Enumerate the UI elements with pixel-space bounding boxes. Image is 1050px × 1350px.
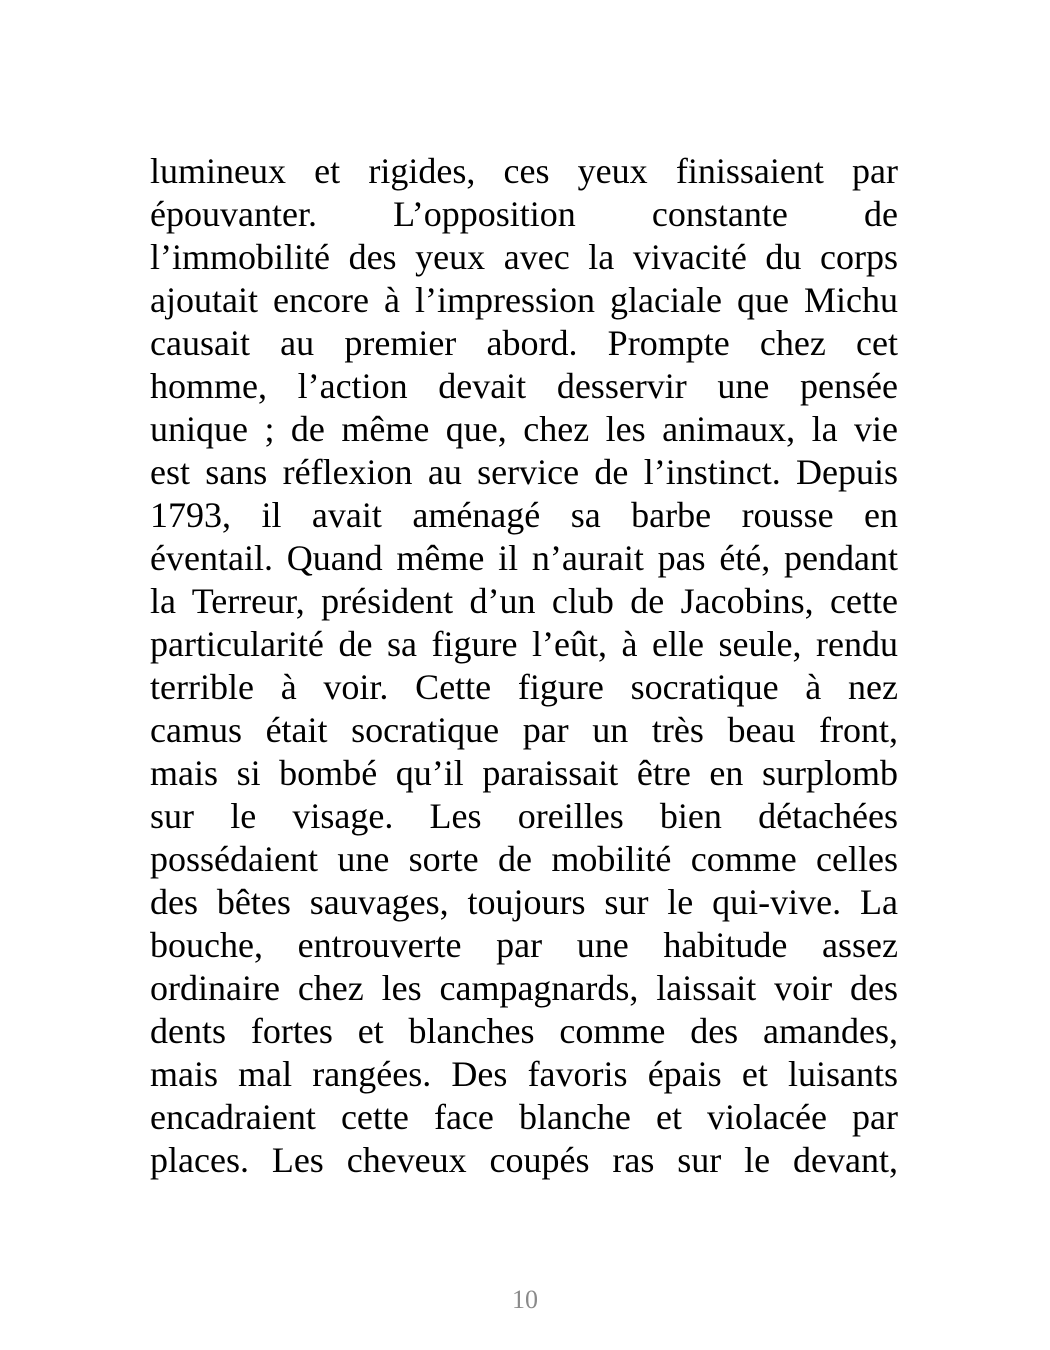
- text-line: places. Les cheveux coupés ras sur le devant,: [150, 1140, 898, 1180]
- text-line: mais si bombé qu’il paraissait être en surplomb: [150, 753, 898, 793]
- text-line: causait au premier abord. Prompte chez cet: [150, 323, 898, 363]
- text-line: bouche, entrouverte par une habitude assez: [150, 925, 898, 965]
- text-line: l’immobilité des yeux avec la vivacité du corps: [150, 237, 898, 277]
- text-line: homme, l’action devait desservir une pensée: [150, 366, 898, 406]
- text-line: particularité de sa figure l’eût, à elle seule, rendu: [150, 624, 898, 664]
- text-line: la Terreur, président d’un club de Jacobins, cette: [150, 581, 898, 621]
- text-line: mais mal rangées. Des favoris épais et luisants: [150, 1054, 898, 1094]
- body-paragraph: [150, 150, 898, 1182]
- page-number: 10: [512, 1285, 538, 1314]
- text-line: 1793, il avait aménagé sa barbe rousse en: [150, 495, 898, 535]
- text-line: éventail. Quand même il n’aurait pas été, pendant: [150, 538, 898, 578]
- text-line: est sans réflexion au service de l’instinct. Depuis: [150, 452, 898, 492]
- text-line: sur le visage. Les oreilles bien détachées: [150, 796, 898, 836]
- text-line: terrible à voir. Cette figure socratique à nez: [150, 667, 898, 707]
- text-line: épouvanter. L’opposition constante de: [150, 194, 898, 234]
- text-line: possédaient une sorte de mobilité comme celles: [150, 839, 898, 879]
- text-line: ordinaire chez les campagnards, laissait voir des: [150, 968, 898, 1008]
- text-line: des bêtes sauvages, toujours sur le qui-vive. La: [150, 882, 898, 922]
- text-line: lumineux et rigides, ces yeux finissaient par: [150, 151, 898, 191]
- text-line: ajoutait encore à l’impression glaciale que Michu: [150, 280, 898, 320]
- text-line: dents fortes et blanches comme des amandes,: [150, 1011, 898, 1051]
- text-line: camus était socratique par un très beau front,: [150, 710, 898, 750]
- text-line: unique ; de même que, chez les animaux, la vie: [150, 409, 898, 449]
- text-line: encadraient cette face blanche et violacée par: [150, 1097, 898, 1137]
